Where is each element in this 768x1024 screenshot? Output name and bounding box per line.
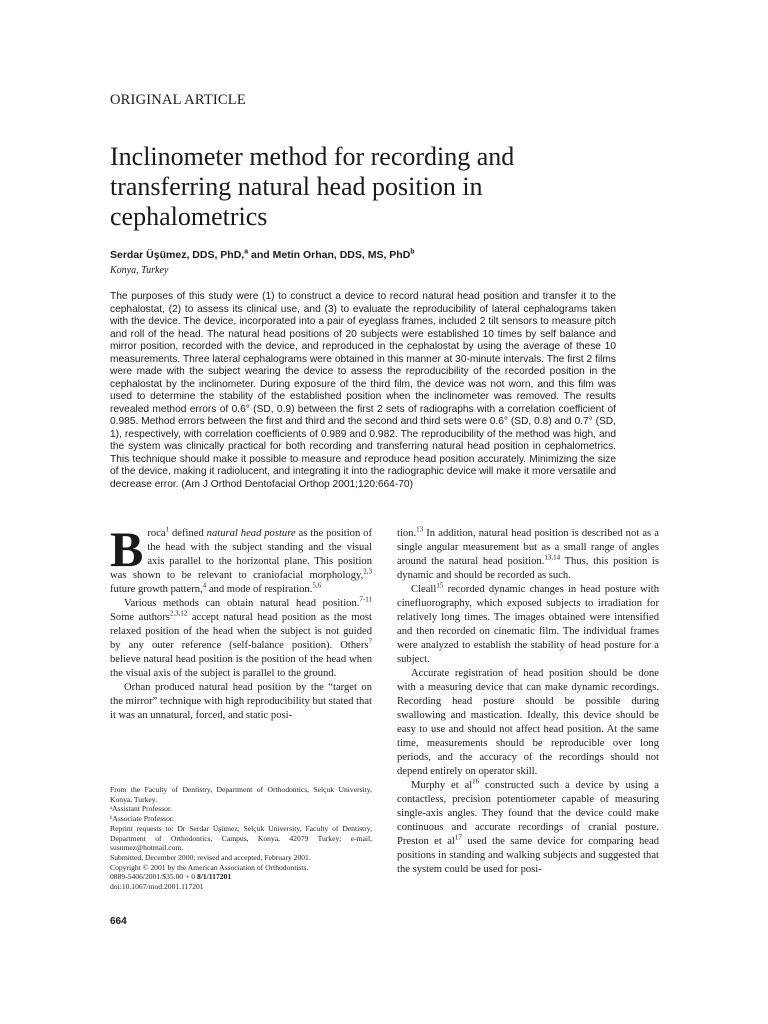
citation: 4 xyxy=(202,581,207,590)
paragraph-murphy xyxy=(397,779,659,877)
paragraph-intro xyxy=(110,521,372,597)
text-run: Some authors xyxy=(110,612,170,623)
footnote-doi: doi:10.1067/mod.2001.117201 xyxy=(110,882,204,892)
paragraph-orhan xyxy=(110,681,372,723)
paragraph-methods xyxy=(110,597,372,681)
issn: 0889-5406/2001/$35.00 + 0 xyxy=(110,872,197,882)
footnote-copyright: Copyright © 2001 by the American Association of Orthodontists. xyxy=(110,862,309,872)
citation: 7-11 xyxy=(359,595,372,604)
text-run: roca xyxy=(147,528,166,539)
text-run: defined xyxy=(169,528,207,539)
citation: 5,6 xyxy=(312,581,322,590)
text-run: used the same device for comparing head positions in standing and walking subjects and suggested that the system could be used for posi- xyxy=(397,836,659,875)
author-2-affil: b xyxy=(410,248,415,256)
text-run: believe natural head position is the position of the head when the visual axis of the subject is parallel to the ground. xyxy=(110,654,372,679)
text-run: Accurate registration of head position should be done with a measuring device that can make dynamic recordings. Recording head posture should be possible during swallowing and mastication. Ideally, this device should be easy to use and should not affect head position. At the same time, measurements should be reproducible over long periods, and the accuracy of the recordings should not depend entirely on operator skill. xyxy=(397,668,659,777)
text-run: constructed such a device by using a contactless, precision potentiometer capable of measuring single-axis angles. They found that the device could make continuous and accurate recordings of cranial posture. Preston et al xyxy=(397,780,659,847)
footnote-a: ᵃAssistant Professor. xyxy=(110,804,172,814)
footnote-issn xyxy=(110,872,372,882)
citation: 2,3 xyxy=(363,567,372,576)
author-1: Serdar Üşümez, DDS, PhD, xyxy=(110,249,245,261)
author-1-affil: a xyxy=(244,248,249,256)
text-run: Various methods can obtain natural head position. xyxy=(124,598,360,609)
author-2: and Metin Orhan, DDS, MS, PhD xyxy=(248,249,411,261)
body-column-right xyxy=(397,527,659,877)
text-run: Cleall xyxy=(411,584,437,595)
citation: 1 xyxy=(165,525,170,534)
text-run: Thus, this position is dynamic and should be recorded as such. xyxy=(397,556,659,581)
text-run: accept natural head position as the most relaxed position of the head when the subject is not guided by any outer reference (self-balance position). Others xyxy=(110,612,372,651)
paragraph-registration xyxy=(397,667,659,779)
citation: 13 xyxy=(416,525,424,534)
citation: 16 xyxy=(472,777,480,786)
citation: 15 xyxy=(436,581,444,590)
article-title: Inclinometer method for recording and transferring natural head position in cephalometrics xyxy=(110,142,515,231)
text-run: In addition, natural head position is described not as a single angular measurement but as a small range of angles around the natural head position. xyxy=(397,528,659,567)
footnotes xyxy=(110,785,372,892)
citation: 13,14 xyxy=(544,553,561,562)
citation: 17 xyxy=(454,833,462,842)
body-column-left xyxy=(110,521,372,723)
footnote-reprint: Reprint requests to: Dr Serdar Üşümez, Selçuk University, Faculty of Dentistry, Department of Orthodontics, Campus, Konya, 42079 Turkey; e-mail, susumez@hotmail.com. xyxy=(110,823,372,853)
text-run: Orhan produced natural head position by the “target on the mirror” technique with high reproducibility but stated that it was an unnatural, forced, and static posi- xyxy=(110,682,372,721)
text-run: tion. xyxy=(397,528,417,539)
paragraph-cleall xyxy=(397,583,659,667)
paragraph-dynamic xyxy=(397,527,659,583)
section-label: ORIGINAL ARTICLE xyxy=(110,92,246,108)
text-run: Murphy et al xyxy=(411,780,473,791)
abstract: The purposes of this study were (1) to construct a device to record natural head position and transfer it to the cephalostat, (2) to assess its clinical use, and (3) to evaluate the reproducibility of lateral cephalograms taken with the device. The device, incorporated into a pair of eyeglass frames, included 2 tilt sensors to measure pitch and roll of the head. The natural head positions of 20 subjects were established 10 times by self balance and mirror position, recorded with the device, and reproduced in the cephalostat by using the average of these 10 measurements. Three lateral cephalograms were obtained in this manner at 30-minute intervals. The first 2 films were made with the subject wearing the device to assess the reproducibility of the recorded position in the cephalostat by the inclinometer. During exposure of the third film, the device was not worn, and this film was used to determine the stability of the established position when the inclinometer was removed. The results revealed method errors of 0.6° (SD, 0.9) between the first 2 sets of radiographs with a correlation coefficient of 0.985. Method errors between the first and third and the second and third sets were 0.6° (SD, 0.8) and 0.7° (SD, 1), respectively, with correlation coefficients of 0.989 and 0.982. The reproducibility of the method was high, and the system was clinically practical for both recording and transferring natural head position in cephalometrics. This technique should make it possible to measure and reproduce head position accurately. Minimizing the size of the device, making it radiolucent, and integrating it into the radiographic device will make it more versatile and decrease error. (Am J Orthod Dentofacial Orthop 2001;120:664-70) xyxy=(110,291,616,490)
text-run: as the position of the head with the subject standing and the visual axis parallel to the horizontal plane. This position was shown to be relevant to craniofacial morphology, xyxy=(110,528,372,581)
emphasis: natural head posture xyxy=(206,528,296,539)
citation: 7 xyxy=(368,637,372,646)
drop-cap: B xyxy=(110,521,144,577)
author-line xyxy=(110,249,415,261)
issn-code: 8/1/117201 xyxy=(196,872,232,882)
text-run: future growth pattern, xyxy=(110,584,203,595)
text-run: recorded dynamic changes in head posture with cinefluorography, which exposed subjects to irradiation for relatively long times. The images obtained were intensified and then recorded on cinematic film. The individual frames were analyzed to establish the stability of head posture for a subject. xyxy=(397,584,659,665)
citation: 2,3,12 xyxy=(169,609,188,618)
page-number: 664 xyxy=(110,916,127,927)
footnote-from: From the Faculty of Dentistry, Department of Orthodontics, Selçuk University, Konya, Turkey. xyxy=(110,785,372,804)
text-run: and mode of respiration. xyxy=(206,584,313,595)
footnote-submitted: Submitted, December 2000; revised and accepted, February 2001. xyxy=(110,852,311,862)
footnote-b: ᵇAssociate Professor. xyxy=(110,814,174,824)
author-location: Konya, Turkey xyxy=(110,265,169,276)
